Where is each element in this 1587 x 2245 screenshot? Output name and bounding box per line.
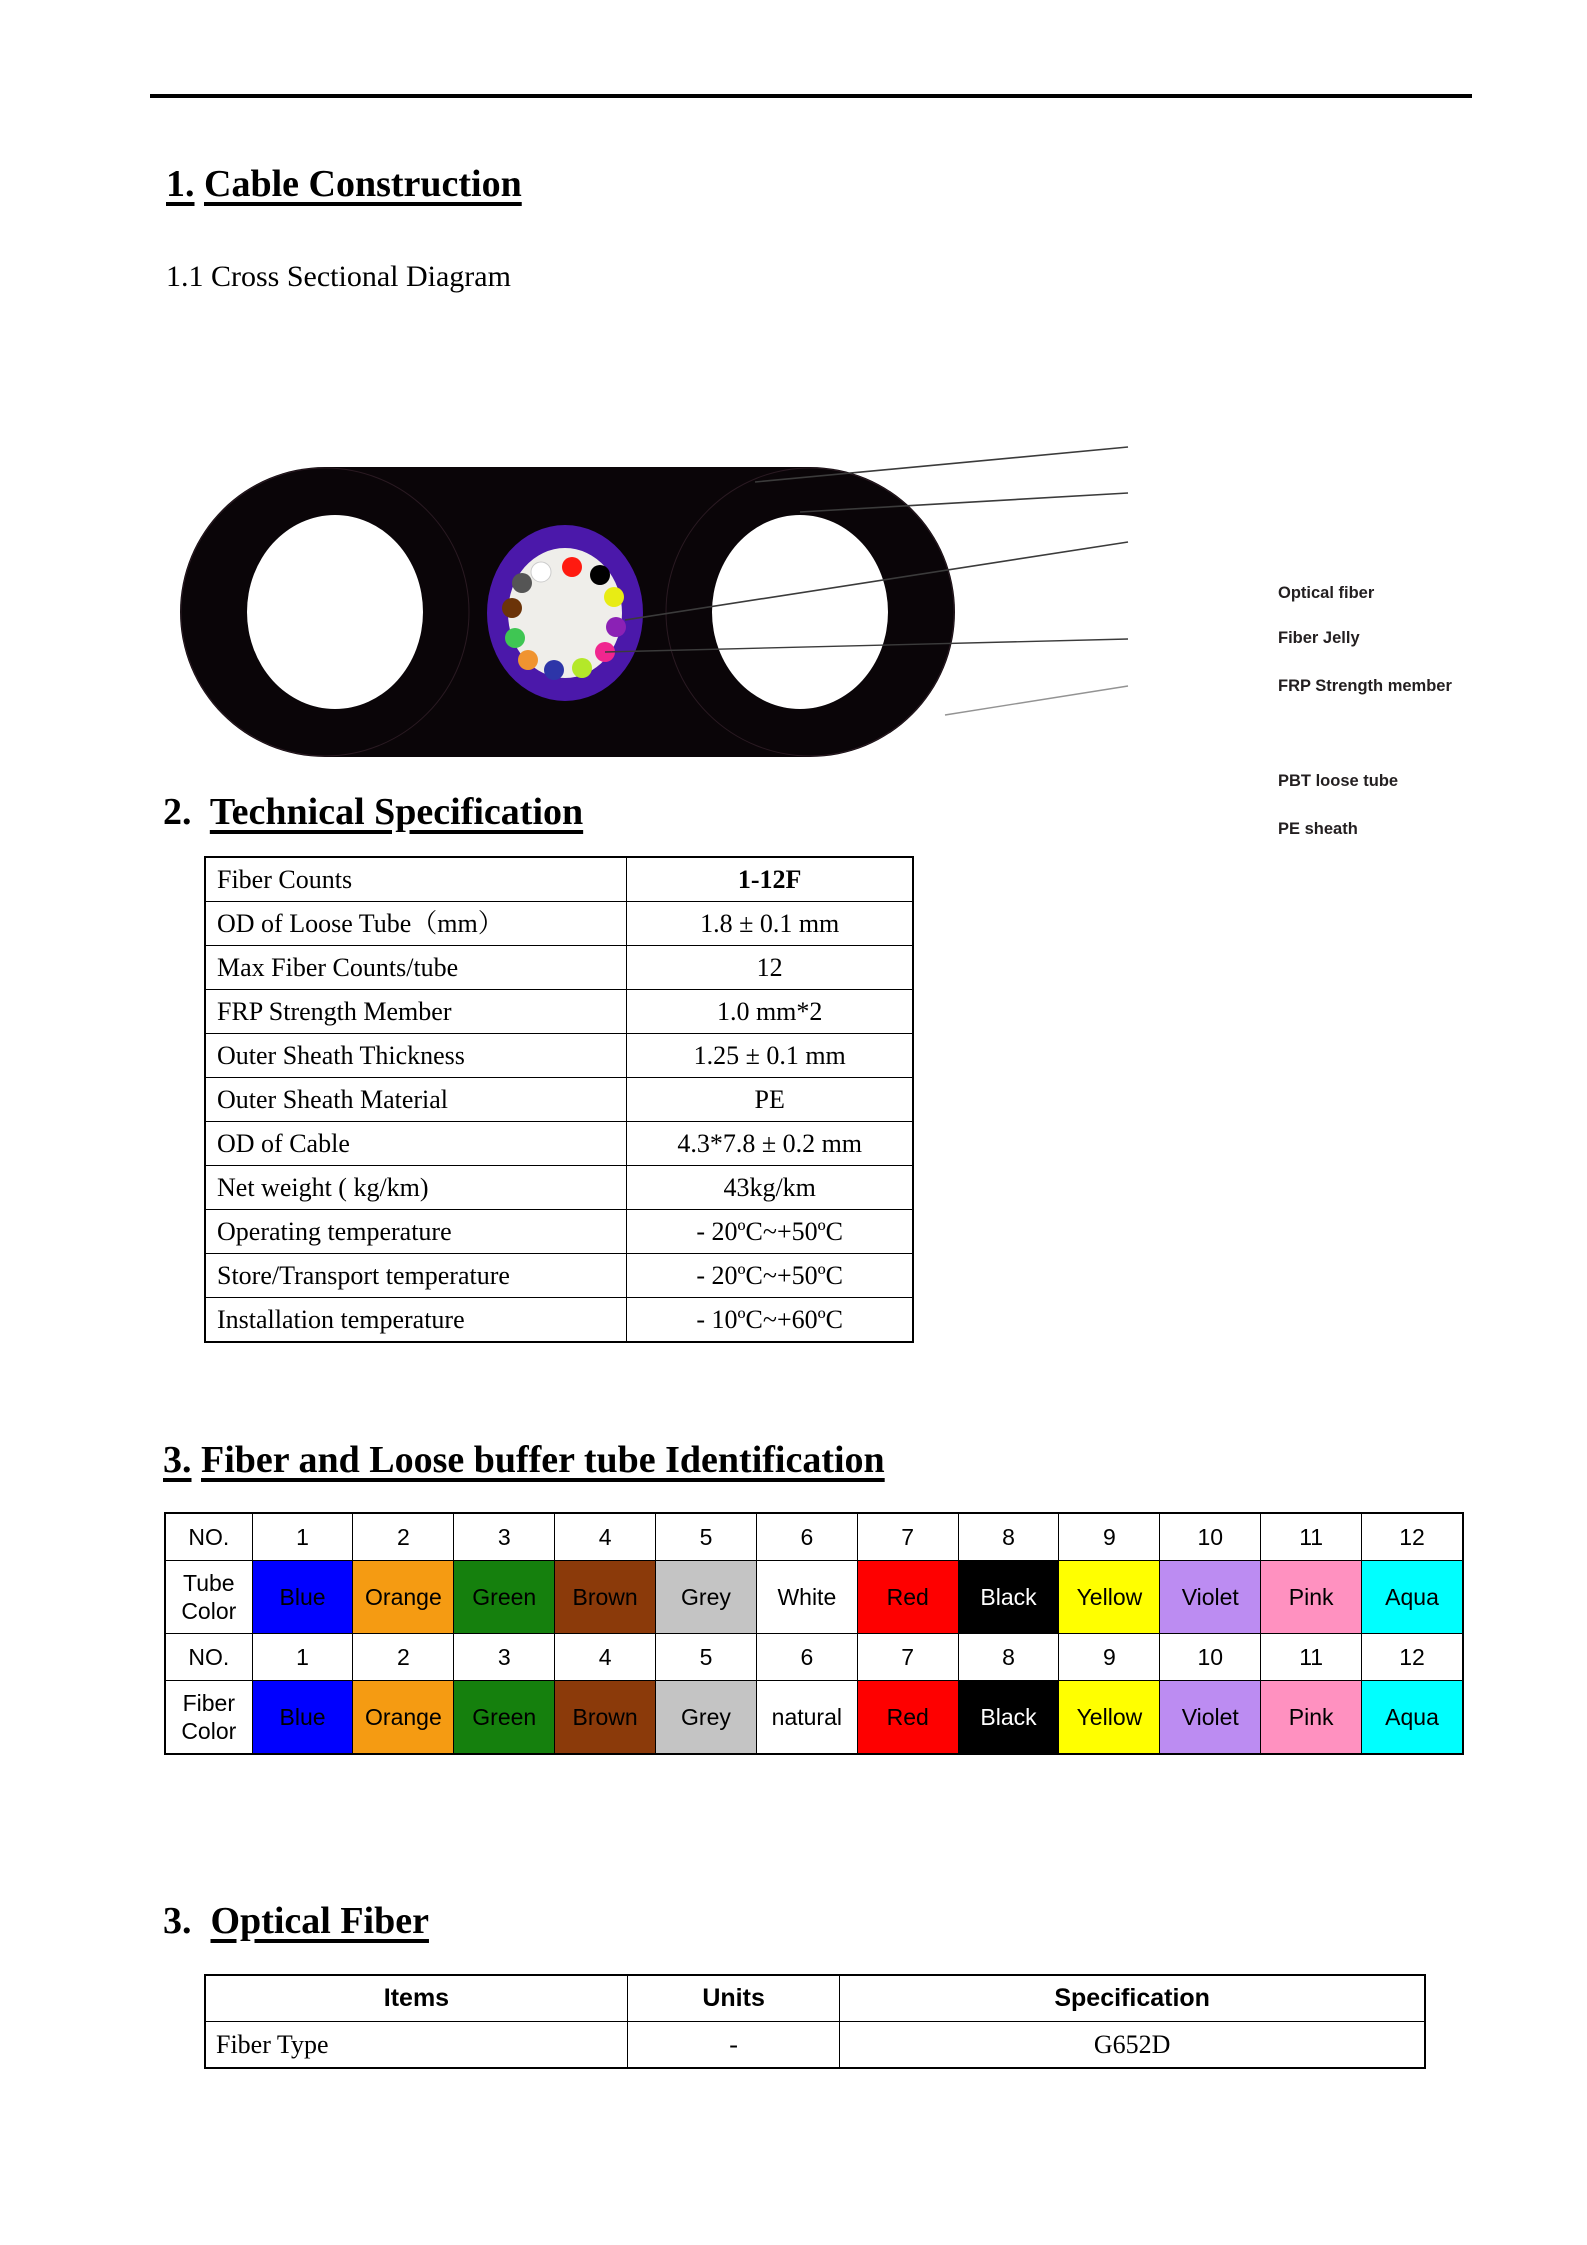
ident-number-cell: 6 bbox=[756, 1513, 857, 1561]
spec-key: Outer Sheath Thickness bbox=[205, 1034, 627, 1078]
diagram-label-pe-sheath: PE sheath bbox=[1278, 820, 1358, 838]
color-swatch-cell: Orange bbox=[353, 1561, 454, 1634]
table-header-row bbox=[205, 1975, 1425, 2022]
color-swatch-cell: Yellow bbox=[1059, 1561, 1160, 1634]
column-header: Specification bbox=[840, 1975, 1425, 2022]
table-row bbox=[205, 990, 913, 1034]
color-swatch-cell: Brown bbox=[555, 1681, 656, 1755]
color-swatch-cell: Violet bbox=[1160, 1681, 1261, 1755]
color-swatch-cell: White bbox=[756, 1561, 857, 1634]
table-row bbox=[205, 1298, 913, 1343]
table-row bbox=[205, 2022, 1425, 2069]
spec-key: OD of Loose Tube（mm） bbox=[205, 902, 627, 946]
table-row bbox=[205, 1254, 913, 1298]
spec-value: 1-12F bbox=[627, 857, 913, 902]
spec-value: 4.3*7.8 ± 0.2 mm bbox=[627, 1122, 913, 1166]
spec-value: - 10ºC~+60ºC bbox=[627, 1298, 913, 1343]
color-swatch-cell: Green bbox=[454, 1681, 555, 1755]
ident-number-cell: 2 bbox=[353, 1513, 454, 1561]
ident-row-header-tube-color: Tube Color bbox=[165, 1561, 252, 1634]
optical-fiber-table-body bbox=[205, 2022, 1425, 2069]
table-row bbox=[165, 1681, 1463, 1755]
color-swatch-cell: Aqua bbox=[1362, 1561, 1463, 1634]
ident-number-cell: 3 bbox=[454, 1634, 555, 1681]
optical-fiber-table-head bbox=[205, 1975, 1425, 2022]
color-swatch-cell: Pink bbox=[1261, 1681, 1362, 1755]
spec-key: OD of Cable bbox=[205, 1122, 627, 1166]
spec-key: FRP Strength Member bbox=[205, 990, 627, 1034]
ident-number-cell: 2 bbox=[353, 1634, 454, 1681]
ident-number-cell: 11 bbox=[1261, 1513, 1362, 1561]
color-swatch-cell: Blue bbox=[252, 1561, 353, 1634]
heading-number: 3. bbox=[163, 1900, 192, 1942]
spec-key: Operating temperature bbox=[205, 1210, 627, 1254]
column-header: Units bbox=[627, 1975, 839, 2022]
spec-value: 12 bbox=[627, 946, 913, 990]
ident-row-header-no: NO. bbox=[165, 1634, 252, 1681]
spec-value: PE bbox=[627, 1078, 913, 1122]
section-heading-technical-specification bbox=[163, 793, 583, 831]
color-swatch-cell: Pink bbox=[1261, 1561, 1362, 1634]
color-swatch-cell: Grey bbox=[656, 1561, 757, 1634]
page-title-cable-construction bbox=[166, 165, 522, 203]
technical-specification-table bbox=[204, 856, 914, 1343]
heading-number: 3. bbox=[163, 1439, 192, 1481]
ident-number-cell: 12 bbox=[1362, 1634, 1463, 1681]
ident-number-cell: 10 bbox=[1160, 1634, 1261, 1681]
subheading-cross-sectional-diagram: 1.1 Cross Sectional Diagram bbox=[166, 260, 511, 293]
heading-text: Optical Fiber bbox=[210, 1900, 429, 1942]
column-header: Items bbox=[205, 1975, 627, 2022]
fiber-type-units: - bbox=[627, 2022, 839, 2069]
table-row bbox=[165, 1561, 1463, 1634]
header-divider bbox=[150, 94, 1472, 98]
spec-value: - 20ºC~+50ºC bbox=[627, 1254, 913, 1298]
spec-key: Store/Transport temperature bbox=[205, 1254, 627, 1298]
ident-number-cell: 5 bbox=[656, 1513, 757, 1561]
diagram-label-frp-strength-member: FRP Strength member bbox=[1278, 677, 1452, 695]
section-heading-optical-fiber bbox=[163, 1902, 429, 1940]
ident-number-cell: 12 bbox=[1362, 1513, 1463, 1561]
spec-value: 1.25 ± 0.1 mm bbox=[627, 1034, 913, 1078]
ident-number-cell: 8 bbox=[958, 1634, 1059, 1681]
fiber-tube-identification-table bbox=[164, 1512, 1464, 1755]
heading-text: Cable Construction bbox=[204, 163, 522, 205]
color-swatch-cell: Blue bbox=[252, 1681, 353, 1755]
section-heading-fiber-identification bbox=[163, 1441, 885, 1479]
color-swatch-cell: Black bbox=[958, 1681, 1059, 1755]
table-row bbox=[205, 946, 913, 990]
frp-right-shape bbox=[712, 515, 888, 709]
ident-number-cell: 8 bbox=[958, 1513, 1059, 1561]
spec-key: Max Fiber Counts/tube bbox=[205, 946, 627, 990]
ident-number-cell: 3 bbox=[454, 1513, 555, 1561]
color-swatch-cell: Grey bbox=[656, 1681, 757, 1755]
spec-table-body bbox=[205, 857, 913, 1342]
ident-number-cell: 4 bbox=[555, 1513, 656, 1561]
spec-key: Net weight ( kg/km) bbox=[205, 1166, 627, 1210]
spec-value: 1.8 ± 0.1 mm bbox=[627, 902, 913, 946]
fiber-type-name: Fiber Type bbox=[205, 2022, 627, 2069]
table-row bbox=[205, 857, 913, 902]
frp-left-shape bbox=[247, 515, 423, 709]
ident-number-cell: 9 bbox=[1059, 1513, 1160, 1561]
color-swatch-cell: Violet bbox=[1160, 1561, 1261, 1634]
color-swatch-cell: Aqua bbox=[1362, 1681, 1463, 1755]
table-row bbox=[165, 1634, 1463, 1681]
ident-number-cell: 5 bbox=[656, 1634, 757, 1681]
ident-number-cell: 9 bbox=[1059, 1634, 1160, 1681]
fiber-type-spec: G652D bbox=[840, 2022, 1425, 2069]
table-row bbox=[205, 1034, 913, 1078]
spec-value: 43kg/km bbox=[627, 1166, 913, 1210]
diagram-label-fiber-jelly: Fiber Jelly bbox=[1278, 629, 1360, 647]
table-row bbox=[205, 1210, 913, 1254]
ident-number-cell: 11 bbox=[1261, 1634, 1362, 1681]
table-row bbox=[165, 1513, 1463, 1561]
spec-value: 1.0 mm*2 bbox=[627, 990, 913, 1034]
heading-number: 1. bbox=[166, 163, 195, 205]
diagram-label-optical-fiber: Optical fiber bbox=[1278, 584, 1375, 602]
table-row bbox=[205, 1166, 913, 1210]
color-swatch-cell: Red bbox=[857, 1681, 958, 1755]
spec-value: - 20ºC~+50ºC bbox=[627, 1210, 913, 1254]
ident-number-cell: 10 bbox=[1160, 1513, 1261, 1561]
color-swatch-cell: Black bbox=[958, 1561, 1059, 1634]
spec-key: Fiber Counts bbox=[205, 857, 627, 902]
ident-number-cell: 7 bbox=[857, 1513, 958, 1561]
heading-text: Fiber and Loose buffer tube Identification bbox=[201, 1439, 885, 1481]
table-row bbox=[205, 902, 913, 946]
ident-number-cell: 7 bbox=[857, 1634, 958, 1681]
color-swatch-cell: natural bbox=[756, 1681, 857, 1755]
color-swatch-cell: Yellow bbox=[1059, 1681, 1160, 1755]
ident-number-cell: 6 bbox=[756, 1634, 857, 1681]
ident-row-header-no: NO. bbox=[165, 1513, 252, 1561]
ident-number-cell: 1 bbox=[252, 1513, 353, 1561]
ident-number-cell: 1 bbox=[252, 1634, 353, 1681]
optical-fiber-table bbox=[204, 1974, 1426, 2069]
color-swatch-cell: Orange bbox=[353, 1681, 454, 1755]
ident-table-body bbox=[165, 1513, 1463, 1754]
ident-row-header-fiber-color: Fiber Color bbox=[165, 1681, 252, 1755]
spec-key: Installation temperature bbox=[205, 1298, 627, 1343]
spec-key: Outer Sheath Material bbox=[205, 1078, 627, 1122]
color-swatch-cell: Green bbox=[454, 1561, 555, 1634]
heading-text: Technical Specification bbox=[209, 791, 584, 833]
ident-number-cell: 4 bbox=[555, 1634, 656, 1681]
table-row bbox=[205, 1078, 913, 1122]
color-swatch-cell: Brown bbox=[555, 1561, 656, 1634]
color-swatch-cell: Red bbox=[857, 1561, 958, 1634]
table-row bbox=[205, 1122, 913, 1166]
heading-number: 2. bbox=[163, 791, 192, 833]
diagram-label-pbt-loose-tube: PBT loose tube bbox=[1278, 772, 1399, 790]
